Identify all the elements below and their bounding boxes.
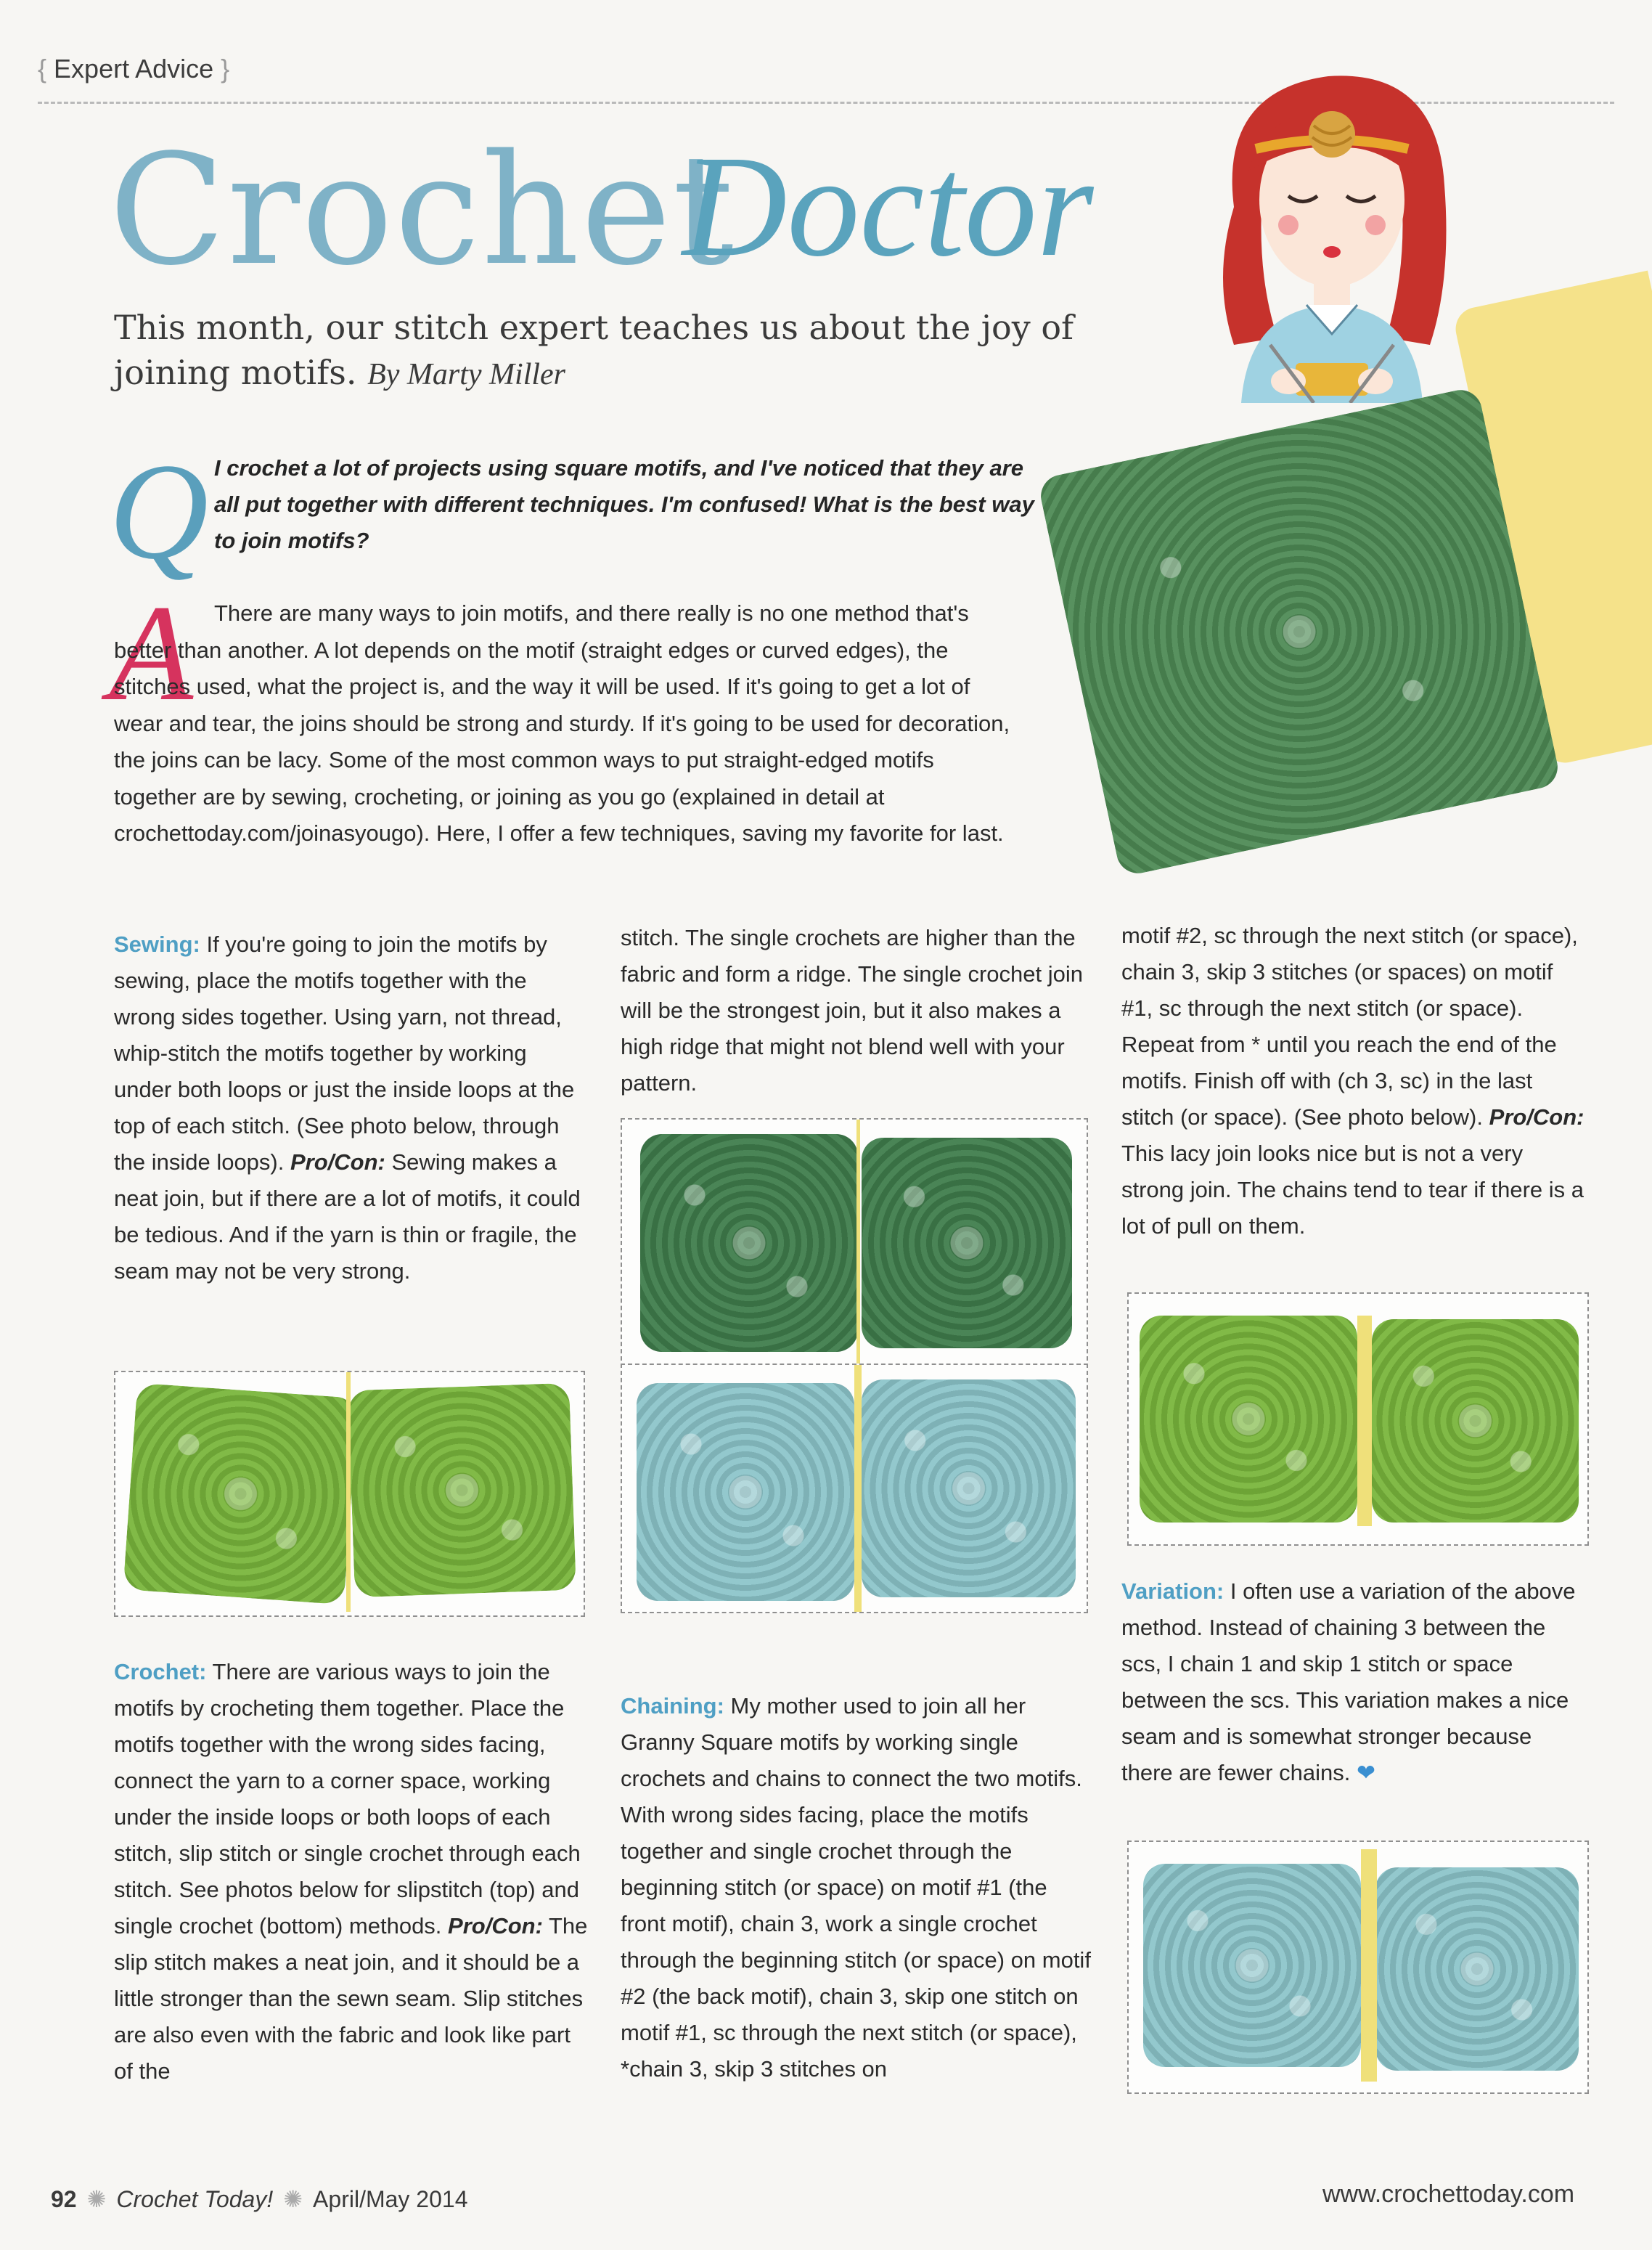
answer-initial: A — [109, 577, 194, 730]
motif-right — [862, 1138, 1072, 1348]
sewing-section — [114, 926, 589, 1289]
crochet-label: Crochet: — [114, 1659, 207, 1684]
motif-right — [1375, 1867, 1579, 2071]
chaining-label: Chaining: — [621, 1693, 724, 1719]
subtitle — [114, 305, 1145, 397]
crochet-text-2: The slip stitch makes a neat join, and it should be a little stronger than the sewn seam. Slip stitches are also even with the fabric and look like part of the — [114, 1913, 588, 2084]
crochet-text: There are various ways to join the motifs by crocheting them together. Place the motifs together with the wrong sides facing, connect the yarn to a corner space, working under the inside loops or both loops of each stitch, slip stitch or single crochet through each stitch. See photos below for slipstitch (top) and single crochet (bottom) methods. — [114, 1659, 581, 1939]
question-text: I crochet a lot of projects using square motifs, and I've noticed that they are all put together with different techniques. I'm confused! What is the best way to join motifs? — [214, 455, 1034, 553]
seam-yarn — [854, 1365, 862, 1612]
answer-text: There are many ways to join motifs, and there really is no one method that's better than another. A lot depends on the motif (straight edges or curved edges), the stitches used, what the project is, and the way it will be used. If it's going to get a lot of wear and tear, the joins should be strong and sturdy. If it's going to be used for decoration, the joins can be lacy. Some of the most common ways to put straight-edged motifs together are by sewing, crocheting, or joining as you go (explained in detail at crochettoday.com/joinasyougo). Here, I offer a few techniques, saving my favorite for last. — [114, 600, 1010, 846]
slipstitch-photo — [621, 1118, 1088, 1368]
hero-motif-photo — [1045, 312, 1652, 879]
heart-icon: ❤ — [1356, 1760, 1375, 1785]
sewing-text: If you're going to join the motifs by sewing, place the motifs together with the wrong sides together. Using yarn, not thread, whip-stitch the motifs together by working under both loops or just the inside loops at the top of each stitch. (See photo below, through the inside loops). — [114, 932, 575, 1175]
chaining-photo — [1127, 1292, 1589, 1546]
green-granny-square — [1037, 386, 1562, 878]
section-tag: { Expert Advice } — [38, 54, 230, 83]
magazine-name: Crochet Today! — [116, 2186, 274, 2212]
footer-url[interactable]: www.crochettoday.com — [1322, 2180, 1575, 2208]
crochet-section — [114, 1654, 589, 2090]
crochet-continued: stitch. The single crochets are higher than the fabric and form a ridge. The single crochet join will be the strongest join, but it also makes a high ridge that might not blend well with your pattern. — [621, 925, 1083, 1096]
section-tag-text: Expert Advice — [54, 54, 214, 83]
seam-yarn — [856, 1120, 860, 1366]
seam-yarn — [1361, 1849, 1377, 2082]
crochet-procon-label: Pro/Con: — [448, 1913, 543, 1939]
chaining-cont-text-2: This lacy join looks nice but is not a very strong join. The chains tend to tear if there is a lot of pull on them. — [1121, 1141, 1584, 1239]
chaining-text: My mother used to join all her Granny Square motifs by working single crochets and chains to connect the two motifs. With wrong sides facing, place the motifs together and single crochet through the beginning stitch (or space) on motif #1 (the front motif), chain 3, work a single crochet through the beginning stitch (or space) on motif #2 (the back motif), chain 3, skip one stitch on motif #1, sc through the next stitch (or space), *chain 3, skip 3 stitches on — [621, 1693, 1091, 2082]
byline: By Marty Miller — [367, 358, 566, 391]
chaining-procon-label: Pro/Con: — [1489, 1104, 1584, 1130]
motif-right — [348, 1383, 576, 1597]
seam-yarn — [1357, 1316, 1372, 1526]
motif-left — [1140, 1316, 1357, 1523]
chaining-section — [621, 1688, 1096, 2087]
sewing-label: Sewing: — [114, 932, 200, 957]
page-title-script: Doctor — [682, 126, 1094, 287]
sewing-text-2: Sewing makes a neat join, but if there are a lot of motifs, it could be tedious. And if the yarn is thin or fragile, the seam may not be very strong. — [114, 1149, 581, 1284]
motif-left — [123, 1383, 358, 1605]
chaining-continued — [1121, 918, 1586, 1244]
page-title: Crochet — [109, 121, 736, 299]
variation-text: I often use a variation of the above method. Instead of chaining 3 between the scs, I chain 1 and skip 1 stitch or space between the scs. This variation makes a nice seam and is somewhat stronger because there are fewer chains. — [1121, 1578, 1576, 1785]
variation-photo — [1127, 1841, 1589, 2094]
motif-right — [1372, 1319, 1579, 1523]
footer-left: 92 ✺ Crochet Today! ✺ April/May 2014 — [51, 2186, 468, 2212]
motif-left — [637, 1383, 854, 1601]
sewing-procon-label: Pro/Con: — [290, 1149, 385, 1175]
sewing-photo — [114, 1371, 585, 1617]
motif-left — [1143, 1864, 1361, 2067]
subtitle-text: This month, our stitch expert teaches us about the joy of joining motifs. — [114, 308, 1074, 392]
seam-yarn — [346, 1372, 351, 1612]
question-initial: Q — [109, 436, 209, 588]
variation-section — [1121, 1573, 1586, 1791]
single-crochet-photo — [621, 1364, 1088, 1613]
chaining-cont-text: motif #2, sc through the next stitch (or space), chain 3, skip 3 stitches (or spaces) on motif #1, sc through the next stitch (or space). Repeat from * until you reach the end of the motifs. Finish off with (ch 3, sc) in the last stitch (or space). (See photo below). — [1121, 923, 1578, 1130]
page-number: 92 — [51, 2186, 77, 2212]
motif-right — [862, 1379, 1076, 1597]
motif-left — [640, 1134, 858, 1352]
variation-label: Variation: — [1121, 1578, 1224, 1604]
issue-date: April/May 2014 — [313, 2186, 468, 2212]
